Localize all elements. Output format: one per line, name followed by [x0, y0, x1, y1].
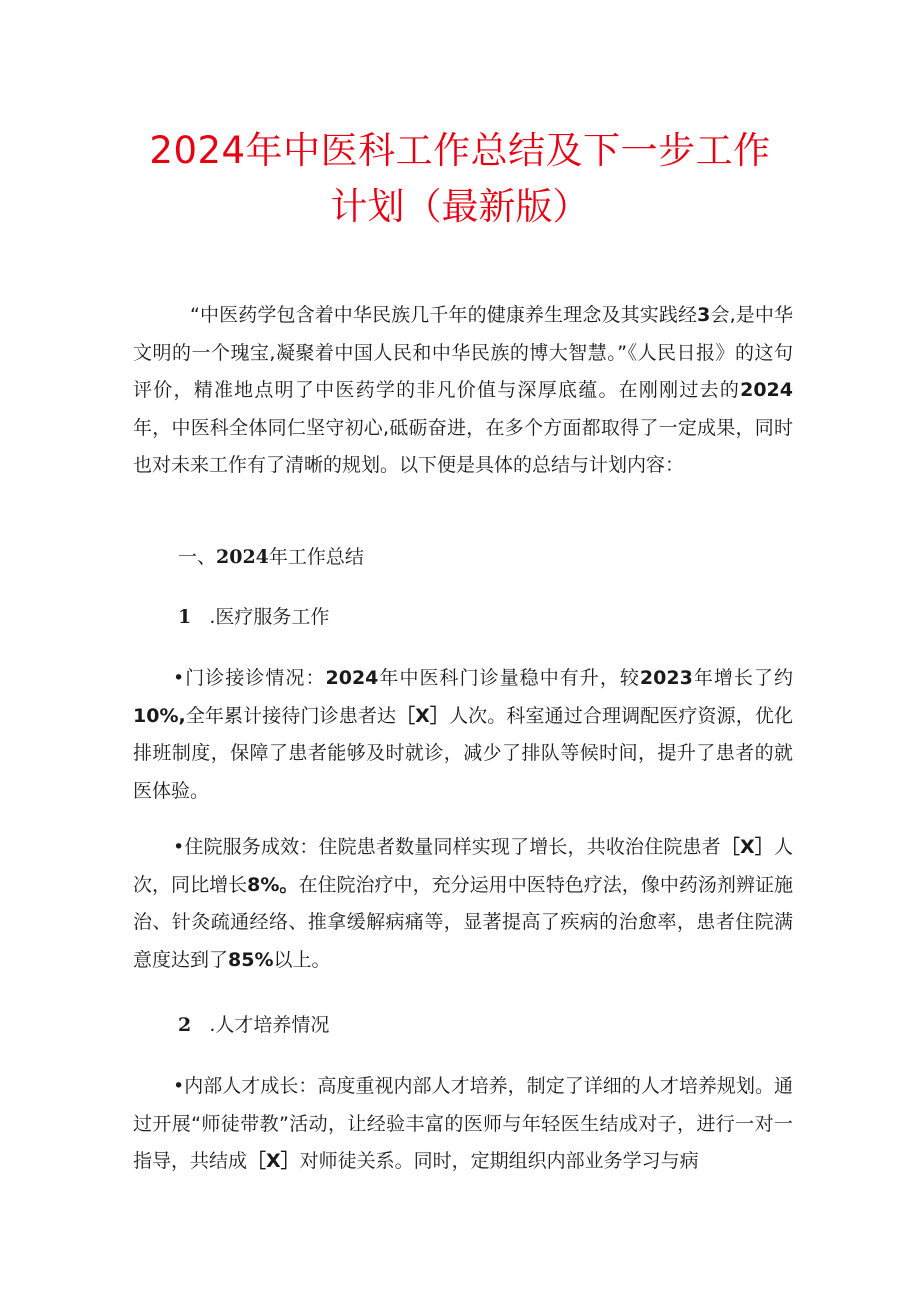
subheading-1-number: 1	[178, 606, 192, 628]
intro-text-2: 会,是中华文明的一个瑰宝,凝聚着中国人民和中华民族的博大智慧。”《人民日报》的这句评价，精准地点明了中医药学的非凡价值与深厚底蕴。在刚刚过去的	[133, 304, 793, 401]
bullet-3-placeholder: ［X］	[247, 1150, 300, 1172]
bullet-2-percent-2: 85%	[228, 948, 274, 971]
bullet-1-text-3: 全年累计接待门诊患者达	[185, 704, 397, 727]
bullet-1-lead: •门诊接诊情况：	[173, 667, 326, 689]
subheading-2	[178, 1010, 329, 1040]
intro-text-3: 年，中医科全体同仁坚守初心,砥砺奋进，在多个方面都取得了一定成果，同时也对未来工作有了清晰的规划。以下便是具体的总结与计划内容：	[133, 416, 793, 476]
bullet-3-text-1: 对师徒关系。同时，定期组织内部业务学习与病	[299, 1150, 699, 1172]
bullet-2-text-3: 以上。	[273, 948, 331, 971]
subheading-2-text: .人才培养情况	[209, 1014, 330, 1036]
bullet-outpatient	[133, 660, 793, 810]
document-title-line-2: 计划（最新版）	[330, 185, 590, 228]
document-title-line-1: 2024年中医科工作总结及下一步工作	[149, 129, 771, 172]
bullet-2-placeholder: ［X］	[720, 836, 774, 858]
bullet-1-text-4: 人次。科室通过合理调配医疗资源，优化排班制度，保障了患者能够及时就诊，减少了排队等候时间，提升了患者的就医体验。	[133, 704, 793, 802]
intro-num-3: 3	[697, 304, 711, 326]
bullet-1-text-2: 年增长了约	[692, 667, 793, 689]
bullet-inpatient	[133, 829, 793, 979]
bullet-3-lead: •内部人才成长：高度重视内部人才培养，制定了详细的人才培养规划。通过开展“师徒带教”活动，让经验丰富的医师与年轻医生结成对子，进行一对一指导，共结成	[133, 1075, 793, 1172]
bullet-1-placeholder: ［X］	[396, 704, 450, 727]
bullet-1-year-2024: 2024	[325, 667, 379, 689]
section-heading-1	[178, 542, 364, 572]
bullet-2-lead: •住院服务成效：住院患者数量同样实现了增长，共收治住院患者	[173, 836, 721, 858]
section-label: 一、	[178, 546, 217, 568]
bullet-1-text-1: 年中医科门诊量稳中有升，较	[378, 667, 640, 689]
bullet-1-percent: 10%,	[133, 704, 186, 727]
subheading-2-number: 2	[178, 1014, 192, 1036]
bullet-1-year-2023: 2023	[639, 667, 693, 689]
section-year: 2024	[216, 546, 269, 568]
intro-year: 2024	[740, 379, 793, 401]
subheading-1	[178, 602, 329, 632]
intro-text-1: “中医药学包含着中华民族几千年的健康养生理念及其实践经	[190, 304, 698, 326]
bullet-talent	[133, 1068, 793, 1181]
section-title: 年工作总结	[268, 546, 364, 568]
bullet-2-percent-1: 8%。	[247, 873, 299, 896]
bullet-2-text-1: 人次，同比增长	[133, 836, 793, 896]
subheading-1-text: .医疗服务工作	[209, 606, 330, 628]
intro-paragraph	[133, 297, 793, 485]
bullet-2-text-2: 在住院治疗中，充分运用中医特色疗法，像中药汤剂辨证施治、针灸疏通经络、推拿缓解病痛等，显著提高了疾病的治愈率，患者住院满意度达到了	[133, 873, 793, 971]
